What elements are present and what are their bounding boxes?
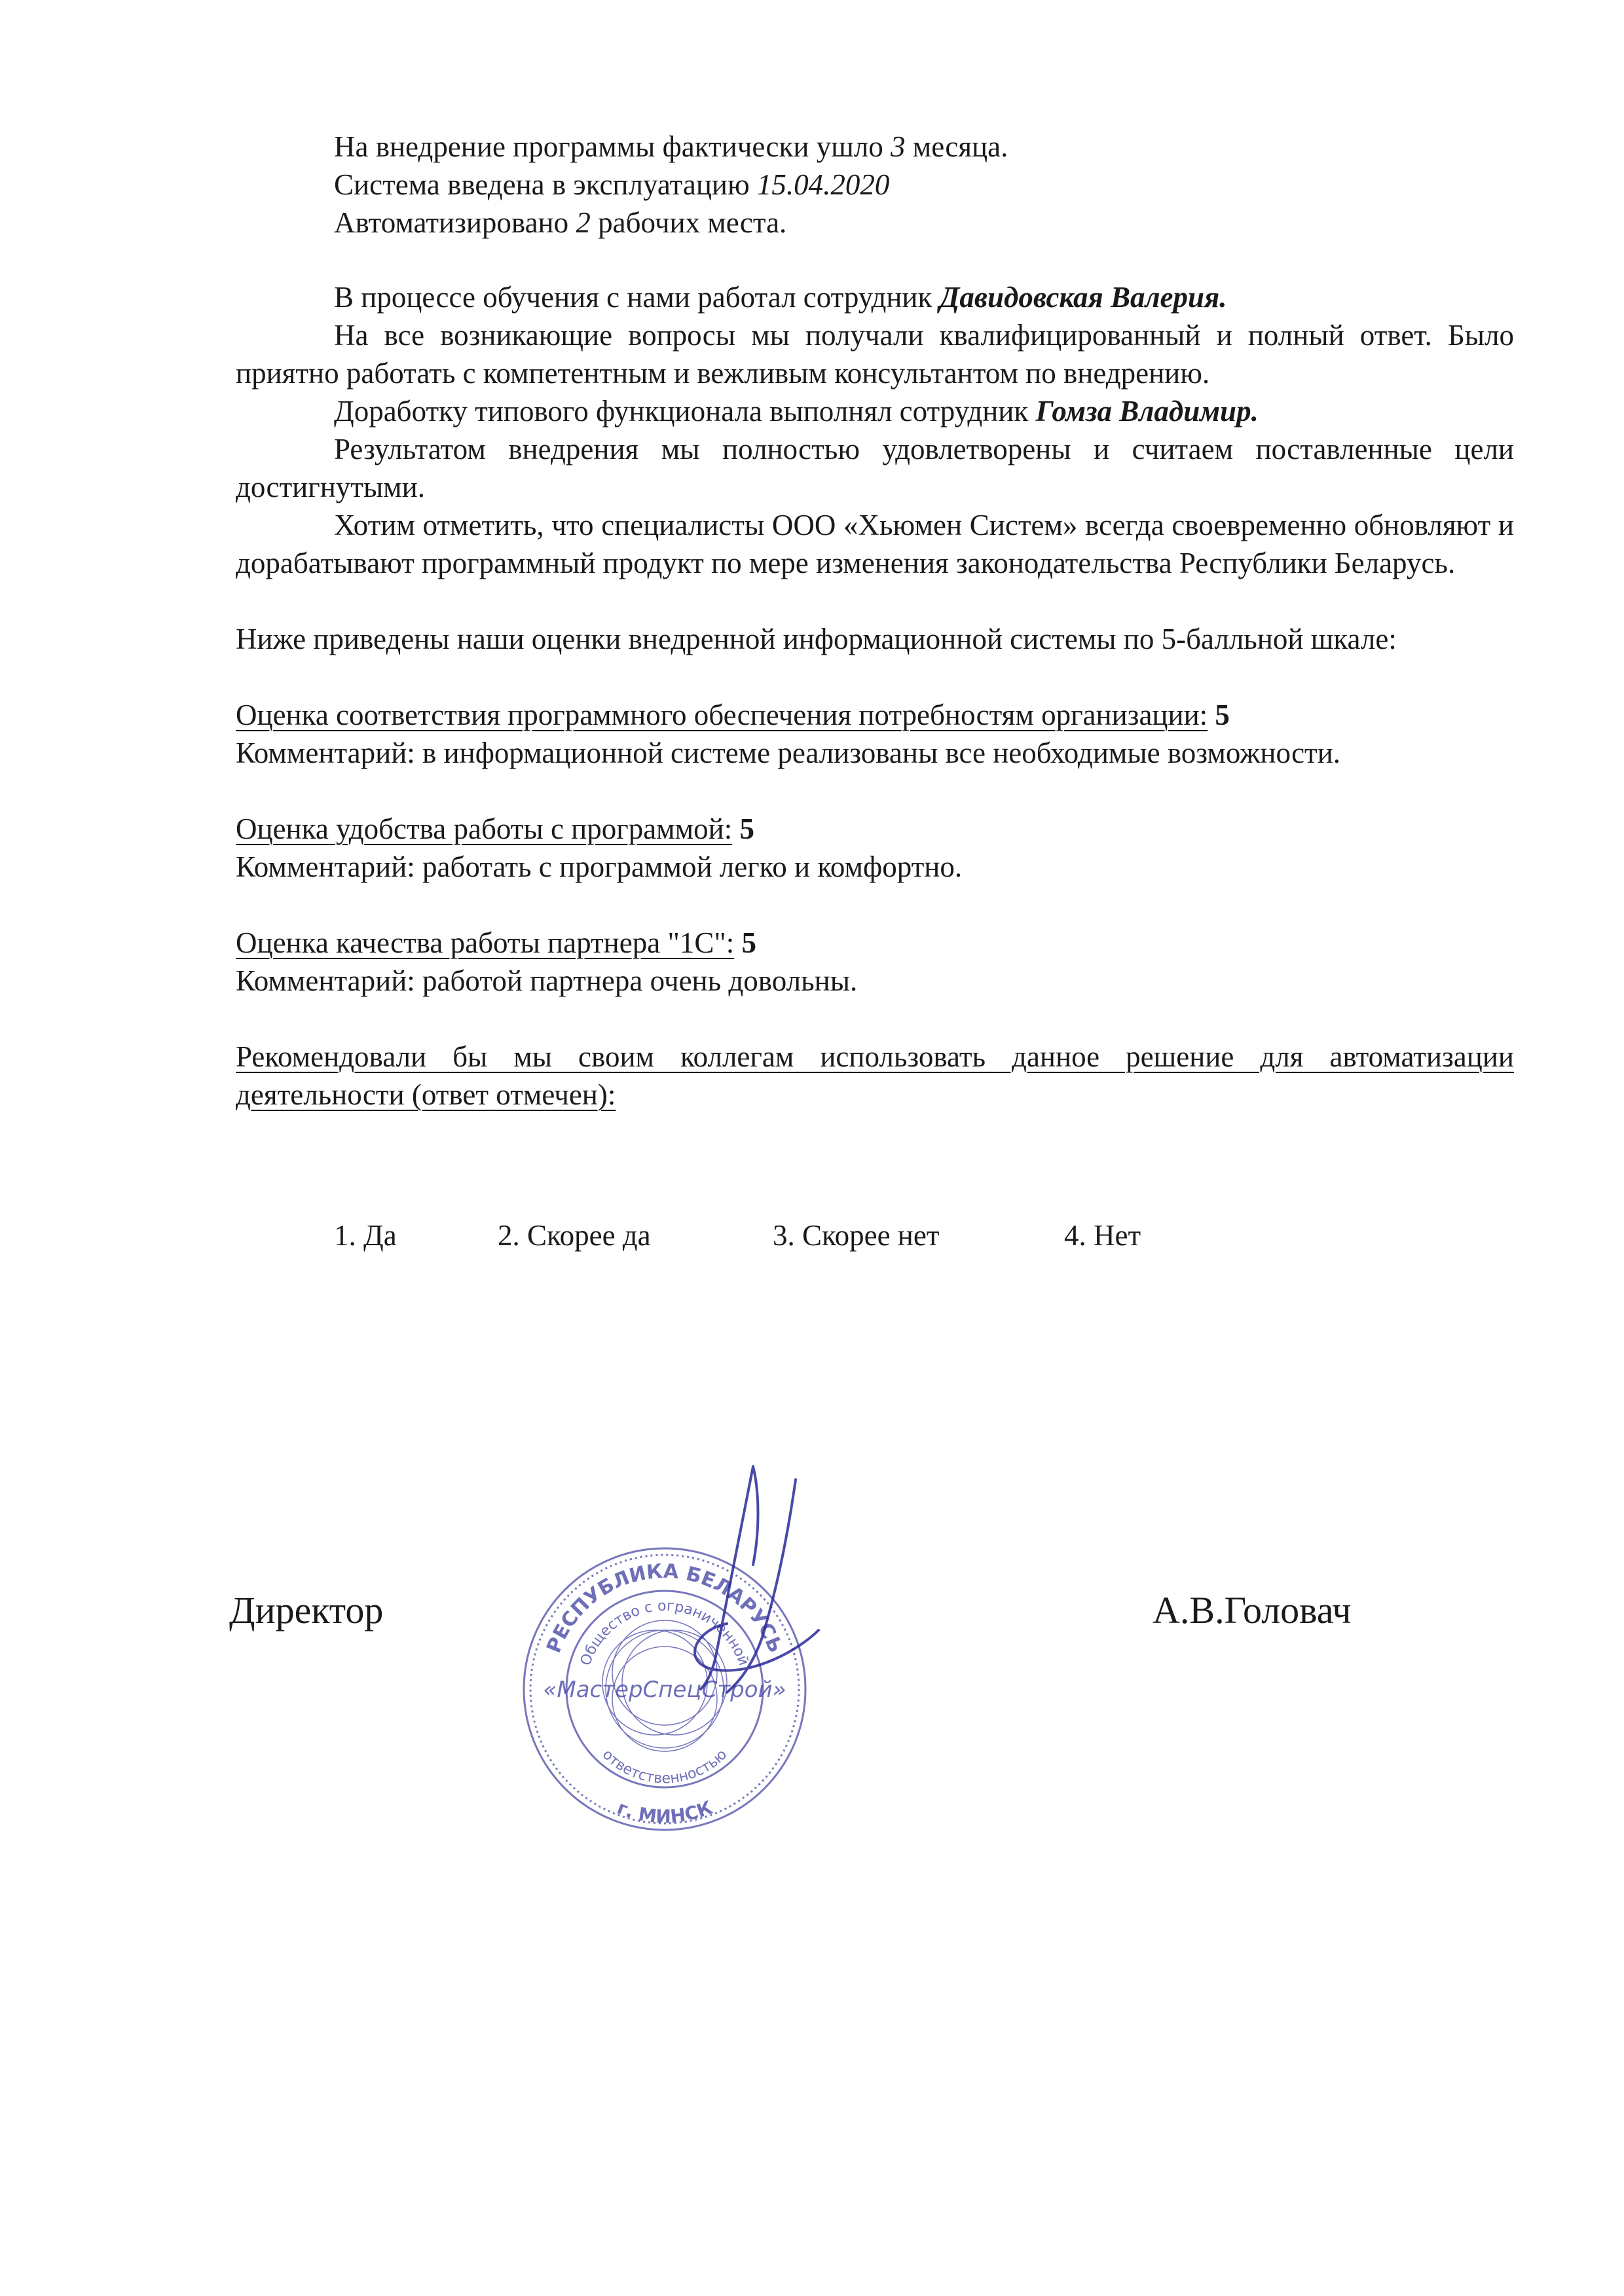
rating-label: Оценка соответствия программного обеспечения потребностям организации:: [236, 699, 1208, 731]
intro-block: [236, 128, 1514, 242]
intro-line-workplaces: [236, 204, 1514, 242]
rating-score: 5: [741, 926, 756, 959]
stamp-lower-text: ответственностью: [599, 1746, 731, 1787]
spacer: [236, 582, 1514, 620]
spacer: [236, 658, 1514, 696]
intro-line-date: [236, 166, 1514, 204]
developer-name: Гомза Владимир.: [1035, 395, 1259, 428]
rating-label-row: [236, 810, 1514, 848]
spacer: [236, 886, 1514, 924]
paragraph-developer: [236, 392, 1514, 430]
rating-block-2: [236, 810, 1514, 886]
rating-comment: Комментарий: работой партнера очень довольны.: [236, 964, 858, 997]
handwritten-signature: [655, 1453, 838, 1702]
paragraph-result: Результатом внедрения мы полностью удовлетворены и считаем поставленные цели достигнутыми.: [236, 433, 1514, 503]
intro-date-value: 15.04.2020: [756, 168, 890, 201]
option-no: 4. Нет: [1064, 1219, 1141, 1252]
intro-duration-unit: месяца.: [912, 130, 1008, 163]
rating-block-1: [236, 696, 1514, 772]
developer-text: Доработку типового функционала выполнял сотрудник: [334, 395, 1029, 428]
intro-duration-value: 3: [891, 130, 906, 163]
option-rather-yes: 2. Скорее да: [498, 1219, 651, 1252]
spacer: [236, 1000, 1514, 1038]
paragraph-trainer: [236, 278, 1514, 316]
option-rather-no: 3. Скорее нет: [773, 1219, 940, 1252]
rating-comment: Комментарий: работать с программой легко и комфортно.: [236, 850, 963, 883]
intro-date-text: Система введена в эксплуатацию: [334, 168, 750, 201]
paragraph-ratings-intro: Ниже приведены наши оценки внедренной информационной системы по 5-балльной шкале:: [236, 623, 1397, 655]
paragraph-answers: На все возникающие вопросы мы получали квалифицированный и полный ответ. Было приятно работать с компетентным и вежливым консультантом по внедрению.: [236, 319, 1514, 390]
trainer-text: В процессе обучения с нами работал сотрудник: [334, 281, 932, 314]
stamp-outer-text: РЕСПУБЛИКА БЕЛАРУСЬ: [542, 1559, 787, 1656]
rating-comment: Комментарий: в информационной системе реализованы все необходимые возможности.: [236, 737, 1341, 769]
rating-block-3: [236, 924, 1514, 1000]
intro-workplaces-value: 2: [576, 206, 591, 239]
intro-workplaces-unit: рабочих места.: [598, 206, 787, 239]
rating-label-row: [236, 696, 1514, 734]
recommend-question: Рекомендовали бы мы своим коллегам использовать данное решение для автоматизации деятельности (ответ отмечен):: [236, 1040, 1514, 1111]
stamp-center-text: «МастерСпецСтрой»: [543, 1677, 786, 1703]
signer-name: А.В.Головач: [1153, 1589, 1352, 1631]
rating-label: Оценка удобства работы с программой:: [236, 812, 733, 845]
paragraph-specialists: Хотим отметить, что специалисты ООО «Хьюмен Систем» всегда своевременно обновляют и дорабатывают программный продукт по мере изменения законодательства Республики Беларусь.: [236, 509, 1514, 579]
option-yes: 1. Да: [334, 1219, 397, 1252]
rating-score: 5: [739, 812, 754, 845]
signer-position: Директор: [229, 1589, 384, 1631]
rating-label: Оценка качества работы партнера "1С":: [236, 926, 735, 959]
spacer: [236, 772, 1514, 810]
rating-label-row: [236, 924, 1514, 962]
body-block: [236, 278, 1514, 1114]
stamp-inner-text: Общество с ограниченной: [577, 1597, 752, 1668]
rating-score: 5: [1215, 699, 1230, 731]
intro-workplaces-text: Автоматизировано: [334, 206, 569, 239]
intro-line-duration: [236, 128, 1514, 166]
stamp-city-text: г. МИНСК: [614, 1796, 716, 1828]
intro-duration-text: На внедрение программы фактически ушло: [334, 130, 883, 163]
trainer-name: Давидовская Валерия.: [939, 281, 1227, 314]
